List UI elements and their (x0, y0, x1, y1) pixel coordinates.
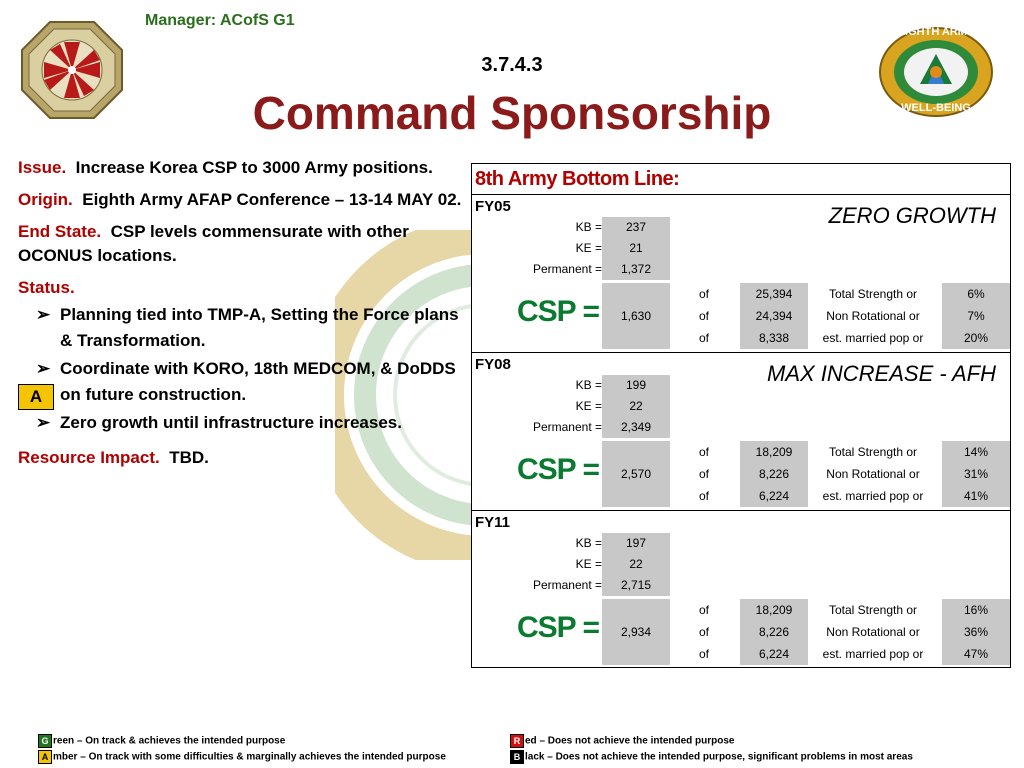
description-cell: est. married pop or (822, 647, 924, 661)
row-label: Permanent = (532, 578, 602, 592)
origin-label: Origin. (18, 190, 73, 209)
fy-block (472, 511, 1010, 668)
umbrella-emblem-icon (20, 20, 124, 125)
percent-cell: 7% (942, 305, 1010, 327)
red-square-icon: R (510, 734, 524, 748)
description-cell: est. married pop or (822, 489, 924, 503)
of-value-cell: 25,394 (740, 283, 808, 305)
of-label: of (698, 625, 709, 639)
percent-cell: 14% (942, 441, 1010, 463)
list-item: ➢ Coordinate with KORO, 18th MEDCOM, & DoDDS on future construction. (60, 356, 462, 408)
description-cell: Total Strength or (828, 603, 918, 617)
fy-block (472, 353, 1010, 511)
issue-label: Issue. (18, 158, 67, 177)
resource-label: Resource Impact. (18, 448, 160, 467)
of-label: of (698, 489, 709, 503)
fy-label: FY11 (475, 514, 511, 531)
status-paragraph (18, 276, 462, 300)
legend-black: B lack – Does not achieve the intended purpose, significant problems in most areas (510, 750, 913, 764)
arrow-bullet-icon: ➢ (36, 413, 51, 432)
issue-section (18, 156, 462, 478)
of-value-cell: 24,394 (740, 305, 808, 327)
end-state-text: CSP levels commensurate with other OCONUS locations. (18, 222, 409, 265)
slide-title: Command Sponsorship (252, 87, 772, 139)
green-square-icon: G (38, 734, 52, 748)
origin-paragraph (18, 188, 462, 212)
row-label: KB = (575, 220, 602, 234)
bottom-line-table (471, 163, 1011, 668)
list-item: ➢ Zero growth until infrastructure increases. (60, 410, 462, 436)
percent-cell: 47% (942, 643, 1010, 665)
legend-red: R ed – Does not achieve the intended purpose (510, 734, 735, 748)
of-value-cell: 6,224 (740, 485, 808, 507)
fy-note: MAX INCREASE - AFH (767, 361, 996, 386)
list-item: ➢ Planning tied into TMP-A, Setting the Force plans & Transformation. (60, 302, 462, 354)
table-header: 8th Army Bottom Line: (472, 164, 1010, 195)
csp-value-cell: 2,570 (602, 441, 670, 507)
of-label: of (698, 331, 709, 345)
legend-green: G reen – On track & achieves the intended purpose (38, 734, 285, 748)
of-label: of (698, 603, 709, 617)
arrow-bullet-icon: ➢ (36, 305, 51, 324)
value-cell: 21 (602, 238, 670, 259)
percent-cell: 16% (942, 599, 1010, 621)
of-value-cell: 8,226 (740, 463, 808, 485)
legend-amber: A mber – On track with some difficulties & marginally achieves the intended purpose (38, 750, 446, 764)
of-label: of (698, 309, 709, 323)
csp-label: CSP = (517, 453, 599, 486)
row-label: KB = (575, 378, 602, 392)
value-cell: 197 (602, 533, 670, 554)
manager-label: Manager: ACofS G1 (145, 12, 295, 29)
percent-cell: 20% (942, 327, 1010, 349)
fy-note: ZERO GROWTH (828, 203, 996, 228)
origin-text: Eighth Army AFAP Conference – 13-14 MAY 02. (82, 190, 462, 209)
percent-cell: 31% (942, 463, 1010, 485)
end-state-paragraph (18, 220, 462, 268)
end-state-label: End State. (18, 222, 102, 241)
fy-block (472, 195, 1010, 353)
eighth-army-well-being-logo-icon (878, 26, 994, 123)
value-cell: 22 (602, 554, 670, 575)
status-badge: A (18, 384, 54, 410)
status-label: Status. (18, 278, 75, 297)
of-value-cell: 18,209 (740, 599, 808, 621)
fy-label: FY05 (475, 198, 511, 215)
resource-paragraph (18, 446, 462, 470)
of-value-cell: 18,209 (740, 441, 808, 463)
csp-value-cell: 1,630 (602, 283, 670, 349)
logo-top-text: EIGHTH ARMY (897, 26, 975, 38)
csp-label: CSP = (517, 611, 599, 644)
row-label: KE = (575, 399, 602, 413)
resource-text: TBD. (169, 448, 209, 467)
row-label: KE = (575, 557, 602, 571)
csp-label: CSP = (517, 295, 599, 328)
slide-number: 3.7.4.3 (481, 54, 543, 76)
of-label: of (698, 287, 709, 301)
row-label: KB = (575, 536, 602, 550)
amber-square-icon: A (38, 750, 52, 764)
issue-text: Increase Korea CSP to 3000 Army positions. (75, 158, 433, 177)
description-cell: est. married pop or (822, 331, 924, 345)
value-cell: 2,715 (602, 575, 670, 596)
value-cell: 199 (602, 375, 670, 396)
status-bullet-list (18, 302, 462, 436)
black-square-icon: B (510, 750, 524, 764)
description-cell: Non Rotational or (826, 309, 920, 323)
csp-value-cell: 2,934 (602, 599, 670, 665)
fy-label: FY08 (475, 356, 511, 373)
description-cell: Non Rotational or (826, 625, 920, 639)
issue-paragraph (18, 156, 462, 180)
percent-cell: 41% (942, 485, 1010, 507)
percent-cell: 6% (942, 283, 1010, 305)
of-value-cell: 8,338 (740, 327, 808, 349)
value-cell: 2,349 (602, 417, 670, 438)
row-label: KE = (575, 241, 602, 255)
row-label: Permanent = (532, 420, 602, 434)
value-cell: 22 (602, 396, 670, 417)
of-label: of (698, 647, 709, 661)
arrow-bullet-icon: ➢ (36, 359, 51, 378)
of-value-cell: 8,226 (740, 621, 808, 643)
description-cell: Total Strength or (828, 445, 918, 459)
description-cell: Total Strength or (828, 287, 918, 301)
logo-bottom-text: WELL-BEING (901, 102, 971, 114)
value-cell: 1,372 (602, 259, 670, 280)
description-cell: Non Rotational or (826, 467, 920, 481)
value-cell: 237 (602, 217, 670, 238)
row-label: Permanent = (532, 262, 602, 276)
of-label: of (698, 467, 709, 481)
percent-cell: 36% (942, 621, 1010, 643)
of-label: of (698, 445, 709, 459)
of-value-cell: 6,224 (740, 643, 808, 665)
